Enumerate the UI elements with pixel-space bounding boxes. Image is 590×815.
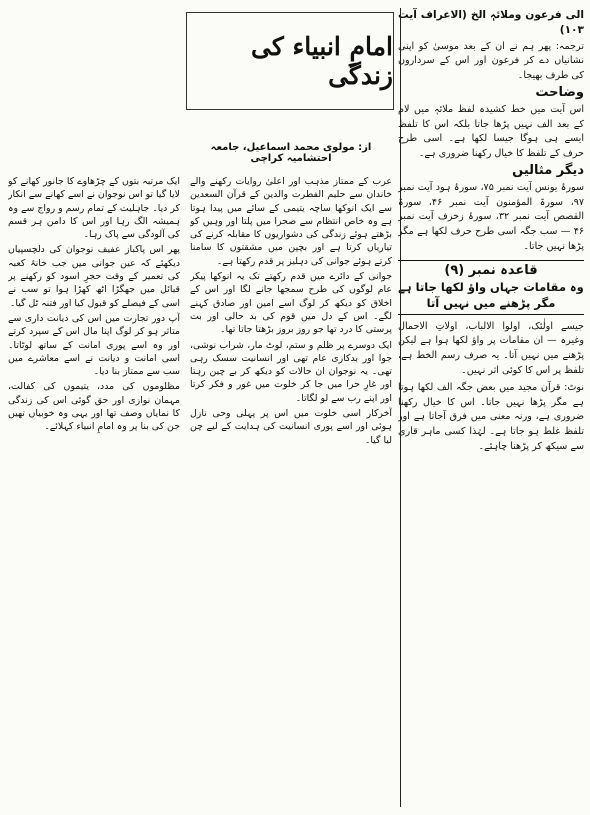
rule-text: جیسے اولٰئک، اولوا الالباب، اولاتِ الاحمال وغیرہ — ان مقامات پر واؤ لکھا ہوا ہے لیکن پڑھنے میں نہیں آتا۔ یہ صرف رسم الخط ہے، تلفظ پر اس کا کوئی اثر نہیں۔ [398, 320, 584, 376]
article-column-left [8, 175, 180, 807]
paragraph: آپ دور تجارت میں اس کی دیانت داری سے متاثر ہو کر لوگ اپنا مال اس کے سپرد کرتے اور وہ اسے پوری امانت کے ساتھ لوٹاتا۔ اسی امانت و دیانت نے اسے معاشرے میں سب سے ممتاز بنا دیا۔ [8, 312, 180, 378]
article-column-right [190, 175, 392, 807]
paragraph: جوانی کے دائرے میں قدم رکھتے تک یہ انوکھا پیکر عام لوگوں کی طرح سمجھا جانے لگا اور اس کے اخلاق کو دیکھ کر لوگ اسے امین اور صادق کہنے لگے۔ اس کے دل میں قوم کی بد حالی اور بت پرستی کا درد تھا جو روز بروز بڑھتا جاتا تھا۔ [190, 271, 392, 336]
sidebar-examples-text: سورۂ یونس آیت نمبر ۷۵، سورۂ ہود آیت نمبر ۹۷، سورۃ المؤمنون آیت نمبر ۴۶، سورۃ القصص آیت نمبر ۳۲، سورۂ زخرف آیت نمبر ۴۶ — سب جگہ اسی طرح حرف لکھا ہے مگر پڑھا نہیں جاتا۔ [398, 181, 584, 252]
rule-title: قاعدہ نمبر (۹) [444, 262, 538, 278]
rule-subtitle: وہ مقامات جہاں واؤ لکھا جاتا ہے مگر پڑھنے میں نہیں آتا [398, 279, 584, 310]
paragraph: ایک دوسرے پر ظلم و ستم، لوٹ مار، شراب نوشی، جوا اور بدکاری عام تھی اور انسانیت سسک رہی تھی۔ یہ نوجوان ان حالات کو دیکھ کر بے چین رہتا اور غارِ حرا میں جا کر خلوت میں غور و فکر کرتا اور اپنے رب سے لو لگاتا۔ [190, 339, 392, 404]
tajweed-sidebar [398, 8, 584, 806]
sidebar-section-examples: دیگر مثالیں [512, 162, 584, 178]
sidebar-section-explanation: وضاحت [535, 84, 584, 100]
sidebar-heading: الی فرعون وملائہٖ الخ (الاعراف آیت ۱۰۳) [398, 9, 584, 36]
article-title-box [186, 12, 394, 110]
article-byline: از: مولوی محمد اسماعیل، جامعہ احتشامیہ کراچی [210, 142, 372, 164]
rule-box [398, 260, 584, 315]
sidebar-note: نوٹ: قرآن مجید میں بعض جگہ الف لکھا ہوتا ہے مگر پڑھا نہیں جاتا۔ اس کا خیال رکھنا ضروری ہے، ورنہ معنی میں فرق آجاتا ہے اور تلفظ غلط ہو جاتا ہے۔ لہٰذا کسی ماہر قاری سے سیکھ کر پڑھنا چاہئے۔ [398, 381, 584, 452]
sidebar-translation: ترجمہ: پھر ہم نے ان کے بعد موسیٰ کو اپنی نشانیاں دے کر فرعون اور اس کے سرداروں کی طرف بھیجا۔ [398, 40, 584, 82]
column-divider [400, 8, 401, 807]
paragraph: پھر اس پاکباز عفیف نوجوان کی دلچسپیاں دیکھئے کہ عین جوانی میں جب خانۂ کعبہ کی تعمیر کے وقت حجرِ اسود کو رکھنے پر قبائل میں جھگڑا اٹھ کھڑا ہوا تو سب نے اسی کے فیصلے کو قبول کیا اور فتنہ ٹل گیا۔ [8, 244, 180, 309]
sidebar-explanation-text: اس آیت میں خط کشیدہ لفظ ملائہٖ میں لام کے بعد الف نہیں پڑھا جاتا بلکہ اس کا تلفظ ایسے ہی ہوگا جیسا لکھا ہے۔ اسی طرح حرف کے تلفظ کا خیال رکھنا ضروری ہے۔ [398, 103, 584, 160]
article-title: امامِ انبیاء کی زندگی [251, 32, 393, 90]
paragraph: آخرکار اسی خلوت میں اس پر پہلی وحی نازل ہوئی اور اسے پوری انسانیت کی ہدایت کے لیے چن لیا گیا۔ [190, 408, 392, 446]
paragraph: عرب کے ممتاز مذہب اور اعلیٰ روایات رکھنے والے خاندان سے حلیم الفطرت والدین کے قرآن السعدین سے ایک انوکھا ساچہ یتیمی کے سائے میں پیدا ہوتا ہے وہ خاص انتظام سے صحرا میں پلتا اور وہیں کو بڑھتے ہوئے زندگی کی دشواریوں کا مقابلہ کرنے کی تیاریاں کرتا ہے اور بچپن میں مشقتوں کا سامنا کرتے ہوئے جوانی کی دہلیز پر قدم رکھتا ہے۔ [190, 176, 392, 267]
paragraph: ایک مرتبہ بتوں کے چڑھاوے کا جانور کھانے کو لایا گیا تو اس نوجوان نے اسے کھانے سے انکار کر دیا۔ جاہلیت کے تمام رسم و رواج سے وہ ہمیشہ الگ رہا اور اس کا دامن ہر قسم کی آلودگی سے پاک رہا۔ [8, 176, 180, 241]
paragraph: مظلوموں کی مدد، یتیموں کی کفالت، مہمان نوازی اور حق گوئی اس کی زندگی کا نمایاں وصف تھا اور یہی وہ خوبیاں تھیں جن کی بنا پر وہ امامِ انبیاء کہلائے۔ [8, 381, 180, 433]
